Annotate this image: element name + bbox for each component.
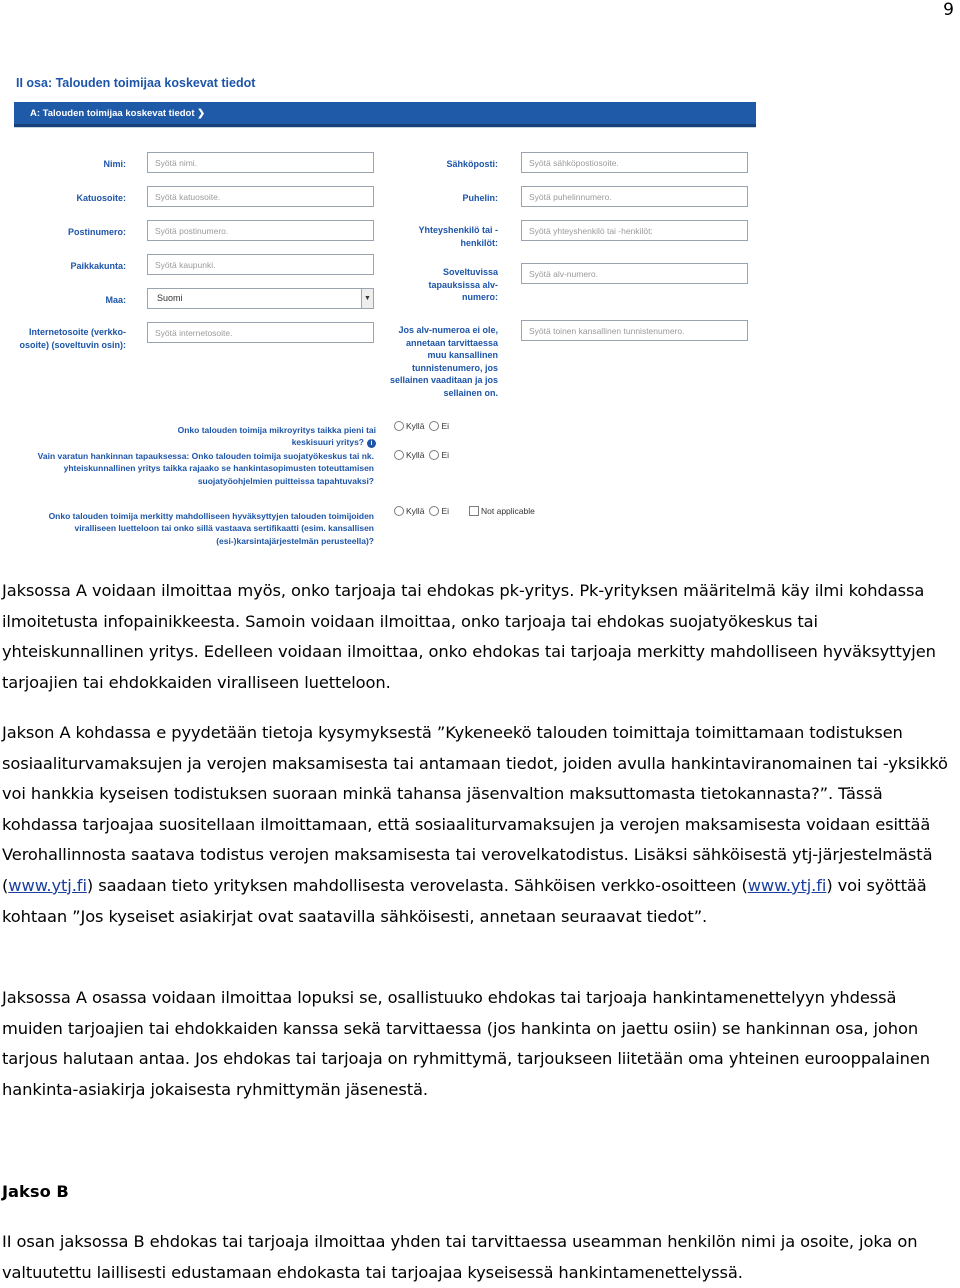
country-select[interactable] <box>147 288 374 309</box>
sme-yes-radio[interactable] <box>394 421 404 431</box>
national-id-label: Jos alv-numeroa ei ole, annetaan tarvittaessa muu kansallinen tunnistenumero, jos sellainen vaaditaan ja jos sellainen on. <box>389 325 498 398</box>
not-applicable-checkbox[interactable] <box>469 506 479 516</box>
section-heading-b: Jakso B <box>2 1182 69 1201</box>
website-label: Internetosoite (verkko-osoite) (soveltuvin osin): <box>19 327 126 350</box>
form-title: II osa: Talouden toimijaa koskevat tiedot <box>16 76 256 90</box>
phone-input[interactable]: Syötä puhelinnumero. <box>521 186 748 207</box>
sheltered-no-radio[interactable] <box>429 450 439 460</box>
postal-code-input[interactable]: Syötä postinumero. <box>147 220 374 241</box>
vat-number-input[interactable]: Syötä alv-numero. <box>521 263 748 284</box>
city-label: Paikkakunta: <box>70 261 126 271</box>
postal-code-label: Postinumero: <box>67 227 126 237</box>
official-list-options <box>394 506 535 516</box>
paragraph-tax-certificate: Jakson A kohdassa e pyydetään tietoja kysymyksestä ”Kykeneekö talouden toimittaja toimittamaan todistuksen sosiaaliturvamaksujen ja verojen maksamisesta tai antamaan tiedot, joiden avulla hankintaviranomainen tai -yksikkö voi hankkia kyseisen todistuksen suoraan minkä tahansa jäsenvaltion maksuttomasta tietokannasta?”. Tässä kohdassa tarjoajaa suositellaan ilmoittamaan, että sosiaaliturvamaksujen ja verojen maksamisesta voidaan esittää Verohallinnosta saatava todistus verojen maksamisesta tai verovelkatodistus. Lisäksi sähköisestä ytj-järjestelmästä (www.ytj.fi) saadaan tieto yrityksen mahdollisesta verovelasta. Sähköisen verkko-osoitteen (www.ytj.fi) voi syöttää kohtaan ”Jos kyseiset asiakirjat ovat saatavilla sähköisesti, annetaan seuraavat tiedot”. <box>2 723 948 926</box>
paragraph-representatives: II osan jaksossa B ehdokas tai tarjoaja ilmoittaa yhden tai tarvittaessa useamman henkilön nimi ja osoite, joka on valtuutettu laillisesti edustamaan ehdokasta tai tarjoajaa kyseisessä hankintamenettelyssä. <box>2 1232 918 1282</box>
vat-number-label: Soveltuvissa tapauksissa alv-numero: <box>428 267 498 302</box>
website-input[interactable]: Syötä internetosoite. <box>147 322 374 343</box>
sme-options <box>394 421 449 431</box>
phone-label: Puhelin: <box>462 193 498 203</box>
sheltered-workshop-question: Vain varatun hankinnan tapauksessa: Onko talouden toimija suojatyökeskus tai nk. yhteiskunnallinen yritys taikka rajaako se hankintasopimusten toteuttamisen suojatyöohjelmien puitteissa tapahtuvaksi? <box>37 451 374 486</box>
street-address-input[interactable]: Syötä katuosoite. <box>147 186 374 207</box>
page-number: 9 <box>943 0 954 20</box>
section-bar[interactable] <box>14 102 756 127</box>
name-input[interactable]: Syötä nimi. <box>147 152 374 173</box>
info-icon[interactable]: i <box>367 439 376 448</box>
national-id-input[interactable]: Syötä toinen kansallinen tunnistenumero. <box>521 320 748 341</box>
yes-label: Kyllä <box>406 506 425 516</box>
form-screenshot <box>14 70 758 556</box>
chevron-down-icon: ❯ <box>197 108 206 119</box>
official-list-yes-radio[interactable] <box>394 506 404 516</box>
no-label: Ei <box>441 506 449 516</box>
no-label: Ei <box>441 450 449 460</box>
yes-label: Kyllä <box>406 450 425 460</box>
name-label: Nimi: <box>103 159 126 169</box>
sheltered-yes-radio[interactable] <box>394 450 404 460</box>
contact-person-label: Yhteyshenkilö tai -henkilöt: <box>418 225 498 248</box>
paragraph-consortium: Jaksossa A osassa voidaan ilmoittaa lopuksi se, osallistuuko ehdokas tai tarjoaja hankintamenettelyyn yhdessä muiden tarjoajien tai ehdokkaiden kanssa sekä tarvittaessa (jos hankinta on jaettu osiin) se hankinnan osa, johon tarjous halutaan antaa. Jos ehdokas tai tarjoaja on ryhmittymä, tarjoukseen liitetään oma yhteinen eurooppalainen hankinta-asiakirja jokaisesta ryhmittymän jäsenestä. <box>2 988 931 1099</box>
sme-question: Onko talouden toimija mikroyritys taikka pieni tai keskisuuri yritys? i <box>177 425 376 448</box>
yes-label: Kyllä <box>406 421 425 431</box>
country-select-value: Suomi <box>157 293 183 303</box>
street-address-label: Katuosoite: <box>76 193 126 203</box>
official-list-question: Onko talouden toimija merkitty mahdolliseen hyväksyttyjen talouden toimijoiden viralliseen luetteloon tai onko sillä vastaava sertifikaatti (esim. kansallisen (esi-)karsintajärjestelmän perusteella)? <box>48 511 374 546</box>
official-list-no-radio[interactable] <box>429 506 439 516</box>
sheltered-workshop-options <box>394 450 449 460</box>
section-bar-label: A: Talouden toimijaa koskevat tiedot ❯ <box>30 108 206 119</box>
sme-no-radio[interactable] <box>429 421 439 431</box>
ytj-link-1[interactable]: www.ytj.fi <box>8 875 87 895</box>
not-applicable-label: Not applicable <box>481 506 535 516</box>
ytj-link-2[interactable]: www.ytj.fi <box>747 875 827 895</box>
dropdown-arrow-icon[interactable]: ▼ <box>361 289 373 308</box>
country-label: Maa: <box>105 295 126 305</box>
divider <box>14 127 756 128</box>
email-label: Sähköposti: <box>446 159 498 169</box>
contact-person-input[interactable]: Syötä yhteyshenkilö tai -henkilöt: <box>521 220 748 241</box>
paragraph-sme: Jaksossa A voidaan ilmoittaa myös, onko tarjoaja tai ehdokas pk-yritys. Pk-yrityksen määritelmä käy ilmi kohdassa ilmoitetusta infopainikkeesta. Samoin voidaan ilmoittaa, onko tarjoaja tai ehdokas suojatyökeskus tai yhteiskunnallinen yritys. Edelleen voidaan ilmoittaa, onko ehdokas tai tarjoaja merkitty mahdolliseen hyväksyttyjen tarjoajien tai ehdokkaiden viralliseen luetteloon. <box>2 581 936 692</box>
city-input[interactable]: Syötä kaupunki. <box>147 254 374 275</box>
email-input[interactable]: Syötä sähköpostiosoite. <box>521 152 748 173</box>
no-label: Ei <box>441 421 449 431</box>
